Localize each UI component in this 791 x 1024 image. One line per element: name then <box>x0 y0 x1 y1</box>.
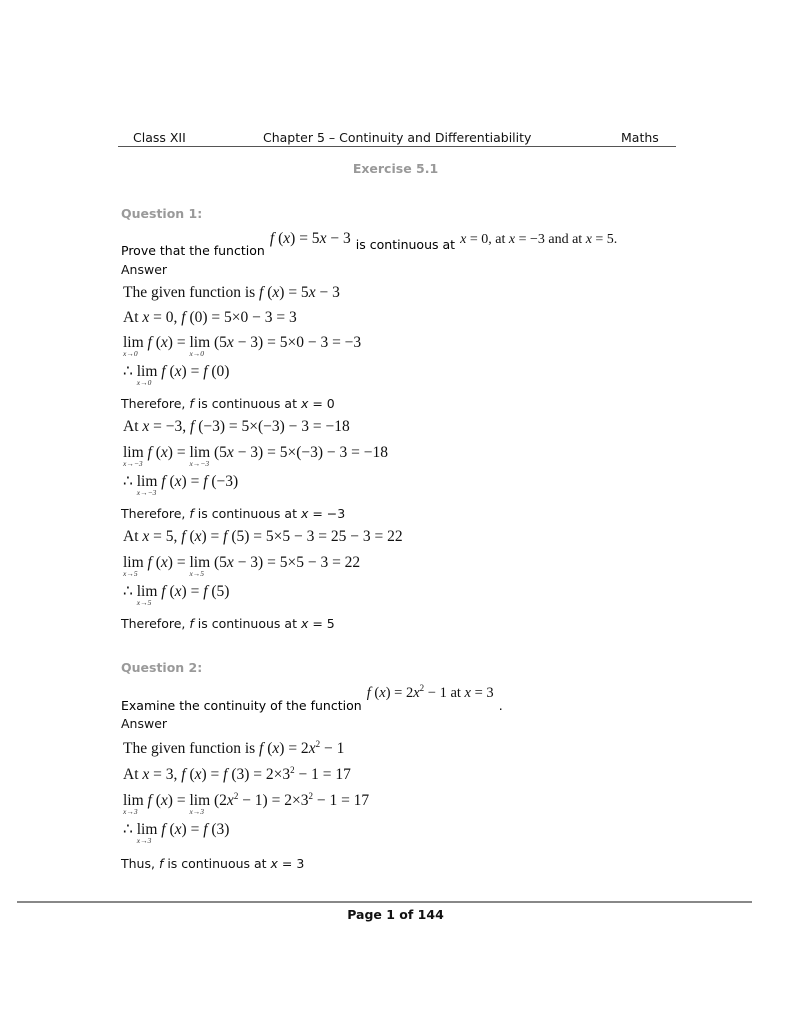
exercise-title: Exercise 5.1 <box>352 161 439 176</box>
solution-line: At x = 3, f (x) = f $(3) = 2\times 3^2 - 1 = 17$ <box>123 765 351 783</box>
prompt-text: Prove that the function <box>121 243 265 258</box>
header-chapter: Chapter 5 – Continuity and Differentiability <box>263 130 532 145</box>
footer-divider <box>17 901 752 903</box>
question-2-prompt <box>121 682 503 713</box>
prompt-math: x = 0, at x = −3 and at x = 5. <box>460 232 618 247</box>
header-divider <box>118 146 676 147</box>
solution-line: The given function is f (x) = 5x − 3 <box>123 284 340 301</box>
prompt-text: . <box>498 698 503 713</box>
prompt-text: is continuous at <box>355 237 456 252</box>
header-class: Class XII <box>133 130 186 145</box>
conclusion: Therefore, f is continuous at x = 5 <box>121 616 335 631</box>
solution-line: ∴ lim x→0 f (x) = f (0) <box>123 363 230 387</box>
conclusion: Therefore, f is continuous at x = −3 <box>121 506 346 521</box>
solution-line: ∴ lim x→−3 f (x) = f (−3) <box>123 473 239 497</box>
solution-line: The given function is f $(x) = 2x^2 - 1$ <box>123 739 345 757</box>
solution-line: lim x→5 f (x) = lim x→5 (5x − 3) = 5×5 − 3 = 22 <box>123 554 361 578</box>
prompt-text: Examine the continuity of the function <box>121 698 362 713</box>
solution-line: lim x→3 f (x) = lim x→3 $(2x^2 - 1) = 2\times 3^2 - 1 = 17$ <box>123 791 370 816</box>
solution-line: lim x→0 f (x) = lim x→0 (5x − 3) = 5×0 − 3 = −3 <box>123 334 362 358</box>
answer-label: Answer <box>121 716 168 731</box>
conclusion: Thus, f is continuous at x = 3 <box>121 856 305 871</box>
solution-line: At x = 0, f (0) = 5×0 − 3 = 3 <box>123 309 297 326</box>
answer-label: Answer <box>121 262 168 277</box>
question-1-prompt <box>121 228 618 258</box>
solution-line: ∴ lim x→3 f (x) = f (3) <box>123 821 230 845</box>
solution-line: At x = 5, f (x) = f (5) = 5×5 − 3 = 25 − 3 = 22 <box>123 528 403 545</box>
prompt-math: f $(x) = 2x^2 - 1$ at x = 3 <box>366 683 494 701</box>
question-2-heading: Question 2: <box>121 660 203 675</box>
solution-line: ∴ lim x→5 f (x) = f (5) <box>123 583 230 607</box>
prompt-math: f (x) = 5x − 3 <box>269 230 351 247</box>
page-number: Page 1 of 144 <box>347 907 444 922</box>
header-subject: Maths <box>621 130 659 145</box>
conclusion: Therefore, f is continuous at x = 0 <box>121 396 335 411</box>
solution-line: At x = −3, f (−3) = 5×(−3) − 3 = −18 <box>123 418 350 435</box>
solution-line: lim x→−3 f (x) = lim x→−3 (5x − 3) = 5×(−3) − 3 = −18 <box>123 444 388 468</box>
question-1-heading: Question 1: <box>121 206 203 221</box>
